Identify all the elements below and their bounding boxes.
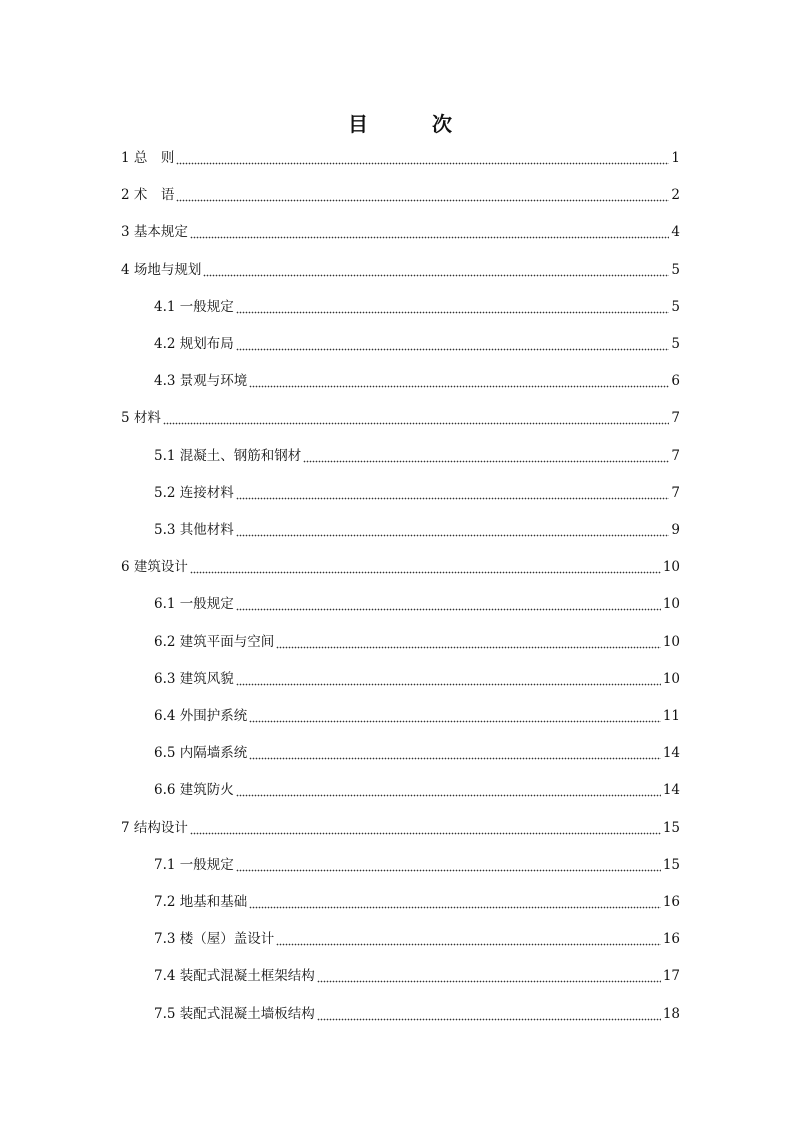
toc-dot-leader (236, 487, 670, 503)
toc-dot-leader (317, 970, 661, 986)
toc-dot-leader (236, 301, 670, 317)
toc-entry-label: 4.3 景观与环境 (154, 373, 248, 390)
toc-entry-page-number: 6 (671, 373, 680, 390)
toc-entry-page-number: 1 (671, 150, 680, 166)
toc-entry[interactable] (154, 1004, 680, 1024)
toc-entry-label: 6.4 外围护系统 (154, 708, 248, 724)
page-title: 目 次 (348, 112, 474, 136)
toc-entry[interactable] (154, 966, 680, 986)
toc-entry[interactable] (121, 185, 680, 205)
toc-entry-label: 7.2 地基和基础 (154, 894, 248, 910)
toc-dot-leader (203, 264, 669, 280)
toc-entry-page-number: 14 (662, 782, 680, 799)
toc-entry-page-number: 11 (662, 708, 680, 724)
toc-entry-label: 4 场地与规划 (121, 261, 202, 278)
toc-entry-label: 6.2 建筑平面与空间 (154, 633, 275, 650)
toc-dot-leader (317, 1008, 661, 1024)
toc-entry-label: 3 基本规定 (121, 224, 188, 241)
toc-entry[interactable] (154, 594, 680, 614)
toc-dot-leader (276, 933, 661, 949)
toc-entry[interactable] (121, 222, 680, 242)
toc-dot-leader (236, 524, 670, 540)
toc-entry[interactable] (154, 632, 680, 652)
toc-entry-page-number: 16 (662, 931, 680, 948)
toc-dot-leader (236, 784, 661, 800)
toc-entry-page-number: 9 (671, 522, 680, 538)
toc-entry-page-number: 7 (671, 447, 680, 464)
toc-entry-page-number: 16 (662, 894, 680, 910)
toc-entry-label: 5.2 连接材料 (154, 484, 234, 501)
toc-entry[interactable] (154, 669, 680, 689)
toc-entry-label: 7.4 装配式混凝土框架结构 (154, 968, 315, 985)
toc-entry[interactable] (154, 855, 680, 875)
toc-entry[interactable] (121, 148, 680, 168)
toc-entry-page-number: 10 (662, 633, 680, 650)
toc-entry[interactable] (154, 446, 680, 466)
toc-entry-label: 5 材料 (121, 410, 161, 427)
toc-entry-label: 6.6 建筑防火 (154, 782, 234, 799)
toc-entry-page-number: 18 (662, 1005, 680, 1022)
toc-entry-page-number: 5 (671, 298, 680, 315)
toc-entry[interactable] (154, 371, 680, 391)
toc-entry-page-number: 10 (662, 670, 680, 687)
toc-entry[interactable] (121, 557, 680, 577)
toc-entry[interactable] (121, 408, 680, 428)
toc-entry-label: 6 建筑设计 (121, 559, 188, 576)
toc-entry-label: 6.3 建筑风貌 (154, 670, 234, 687)
toc-entry-page-number: 4 (671, 224, 680, 241)
toc-entry-page-number: 5 (671, 261, 680, 278)
toc-dot-leader (249, 747, 661, 763)
toc-dot-leader (176, 152, 669, 168)
toc-dot-leader (190, 561, 661, 577)
toc-entry-label: 7 结构设计 (121, 819, 188, 836)
toc-entry[interactable] (154, 780, 680, 800)
toc-dot-leader (190, 226, 670, 242)
toc-dot-leader (303, 450, 669, 466)
toc-dot-leader (236, 338, 670, 354)
toc-entry-label: 7.1 一般规定 (154, 856, 234, 873)
toc-entry-label: 7.5 装配式混凝土墙板结构 (154, 1005, 315, 1022)
toc-entry-label: 5.1 混凝土、钢筋和钢材 (154, 447, 302, 464)
toc-dot-leader (249, 710, 661, 726)
toc-dot-leader (276, 636, 661, 652)
toc-entry[interactable] (154, 297, 680, 317)
toc-entry-page-number: 17 (662, 968, 680, 985)
toc-entry-label: 2 术 语 (121, 187, 175, 204)
toc-dot-leader (236, 859, 661, 875)
toc-entry[interactable] (154, 743, 680, 763)
toc-dot-leader (176, 189, 669, 205)
toc-entry-page-number: 15 (662, 819, 680, 836)
toc-dot-leader (163, 412, 670, 428)
toc-dot-leader (236, 598, 661, 614)
toc-entry-label: 4.2 规划布局 (154, 336, 234, 352)
toc-entry-page-number: 2 (671, 187, 680, 204)
toc-entry-label: 6.5 内隔墙系统 (154, 745, 248, 762)
toc-entry[interactable] (121, 260, 680, 280)
toc-entry-label: 5.3 其他材料 (154, 522, 234, 538)
toc-entry-page-number: 7 (671, 484, 680, 501)
toc-dot-leader (236, 673, 661, 689)
toc-entry[interactable] (154, 483, 680, 503)
toc-entry[interactable] (121, 818, 680, 838)
toc-dot-leader (249, 896, 661, 912)
toc-entry[interactable] (154, 892, 680, 912)
toc-entry-page-number: 15 (662, 856, 680, 873)
toc-entry-page-number: 14 (662, 745, 680, 762)
toc-entry-label: 6.1 一般规定 (154, 596, 234, 613)
toc-entry-page-number: 10 (662, 596, 680, 613)
toc-entry[interactable] (154, 520, 680, 540)
toc-entry[interactable] (154, 334, 680, 354)
toc-entry-label: 1 总 则 (121, 150, 175, 166)
toc-entry[interactable] (154, 929, 680, 949)
toc-entry[interactable] (154, 706, 680, 726)
toc-entry-page-number: 5 (671, 336, 680, 352)
toc-dot-leader (249, 375, 669, 391)
toc-entry-label: 7.3 楼（屋）盖设计 (154, 931, 275, 948)
toc-dot-leader (190, 822, 661, 838)
toc-entry-page-number: 7 (671, 410, 680, 427)
toc-entry-label: 4.1 一般规定 (154, 298, 234, 315)
toc-entry-page-number: 10 (662, 559, 680, 576)
